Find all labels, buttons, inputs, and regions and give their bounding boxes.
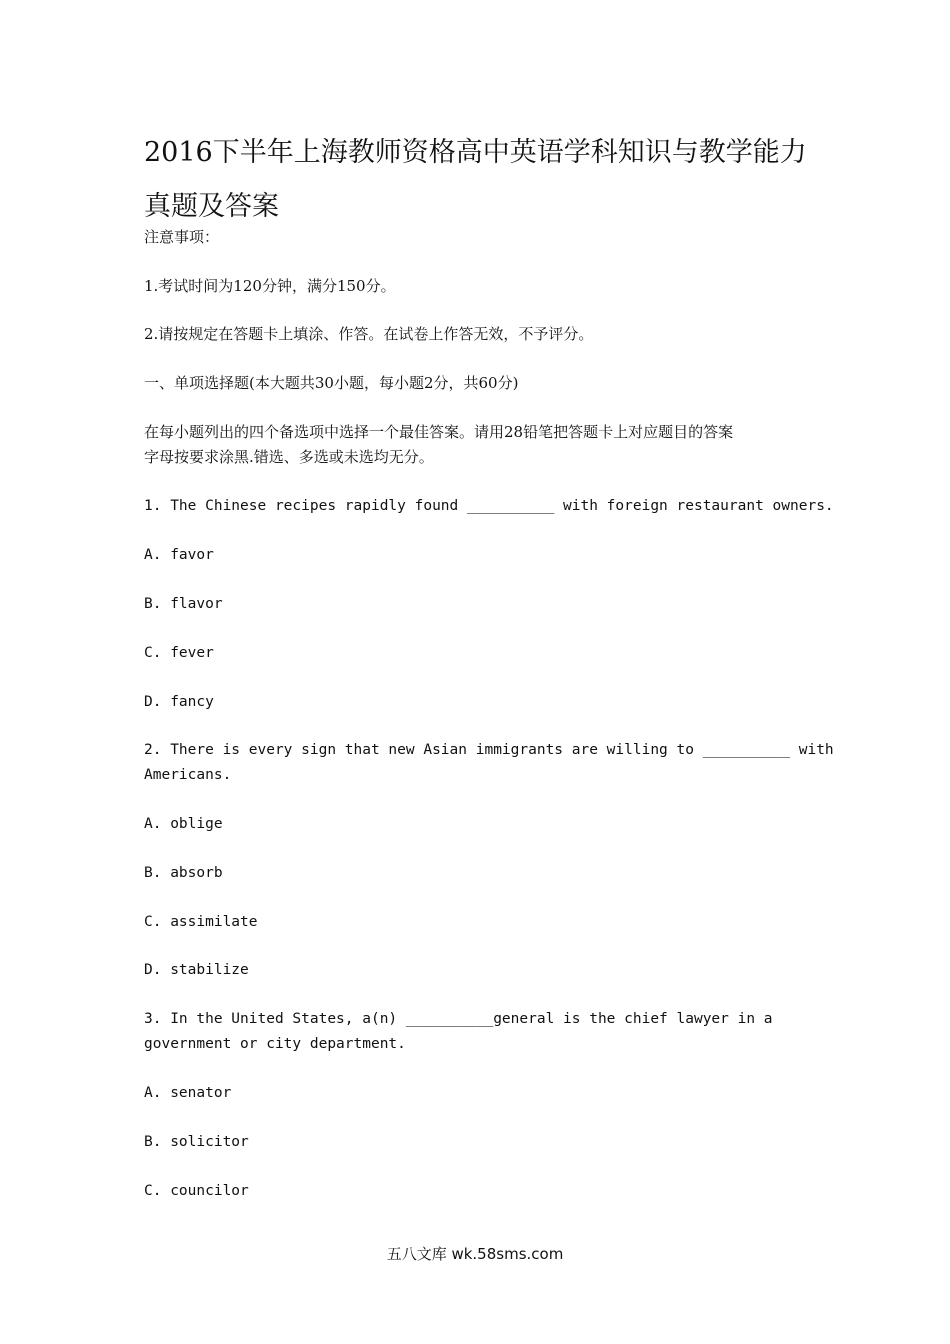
question-2-option-d: D. stabilize (144, 962, 249, 978)
question-3-option-b: B. solicitor (144, 1134, 249, 1150)
question-3-option-c: C. councilor (144, 1183, 249, 1199)
question-2-stem-line-1: 2. There is every sign that new Asian immigrants are willing to __________ with (144, 742, 834, 758)
question-1-option-b: B. flavor (144, 596, 223, 612)
question-3-stem-line-1: 3. In the United States, a(n) __________general is the chief lawyer in a (144, 1011, 773, 1027)
question-1-option-d: D. fancy (144, 694, 214, 710)
page-footer: 五八文库 wk.58sms.com (386, 1245, 564, 1263)
notice-heading: 注意事项： (144, 228, 220, 246)
question-3-option-a: A. senator (144, 1085, 232, 1101)
question-2-option-c: C. assimilate (144, 914, 258, 930)
question-1-option-c: C. fever (144, 645, 214, 661)
notice-item-2: 2.请按规定在答题卡上填涂、作答。在试卷上作答无效，不予评分。 (144, 325, 594, 343)
question-2-option-b: B. absorb (144, 865, 223, 881)
notice-item-1: 1.考试时间为120分钟，满分150分。 (144, 277, 396, 295)
document-title: 2016下半年上海教师资格高中英语学科知识与教学能力真题及答案 (144, 137, 807, 222)
question-2-option-a: A. oblige (144, 816, 223, 832)
question-2-stem-line-2: Americans. (144, 767, 232, 783)
question-1-stem: 1. The Chinese recipes rapidly found __________ with foreign restaurant owners. (144, 498, 834, 514)
section-instruction-line-1: 在每小题列出的四个备选项中选择一个最佳答案。请用28铅笔把答题卡上对应题目的答案 (144, 423, 734, 441)
question-1-option-a: A. favor (144, 547, 214, 563)
question-3-stem-line-2: government or city department. (144, 1036, 406, 1052)
section-instruction-line-2: 字母按要求涂黑.错选、多选或未选均无分。 (144, 448, 434, 466)
section-heading: 一、单项选择题(本大题共30小题，每小题2分，共60分) (144, 374, 519, 392)
